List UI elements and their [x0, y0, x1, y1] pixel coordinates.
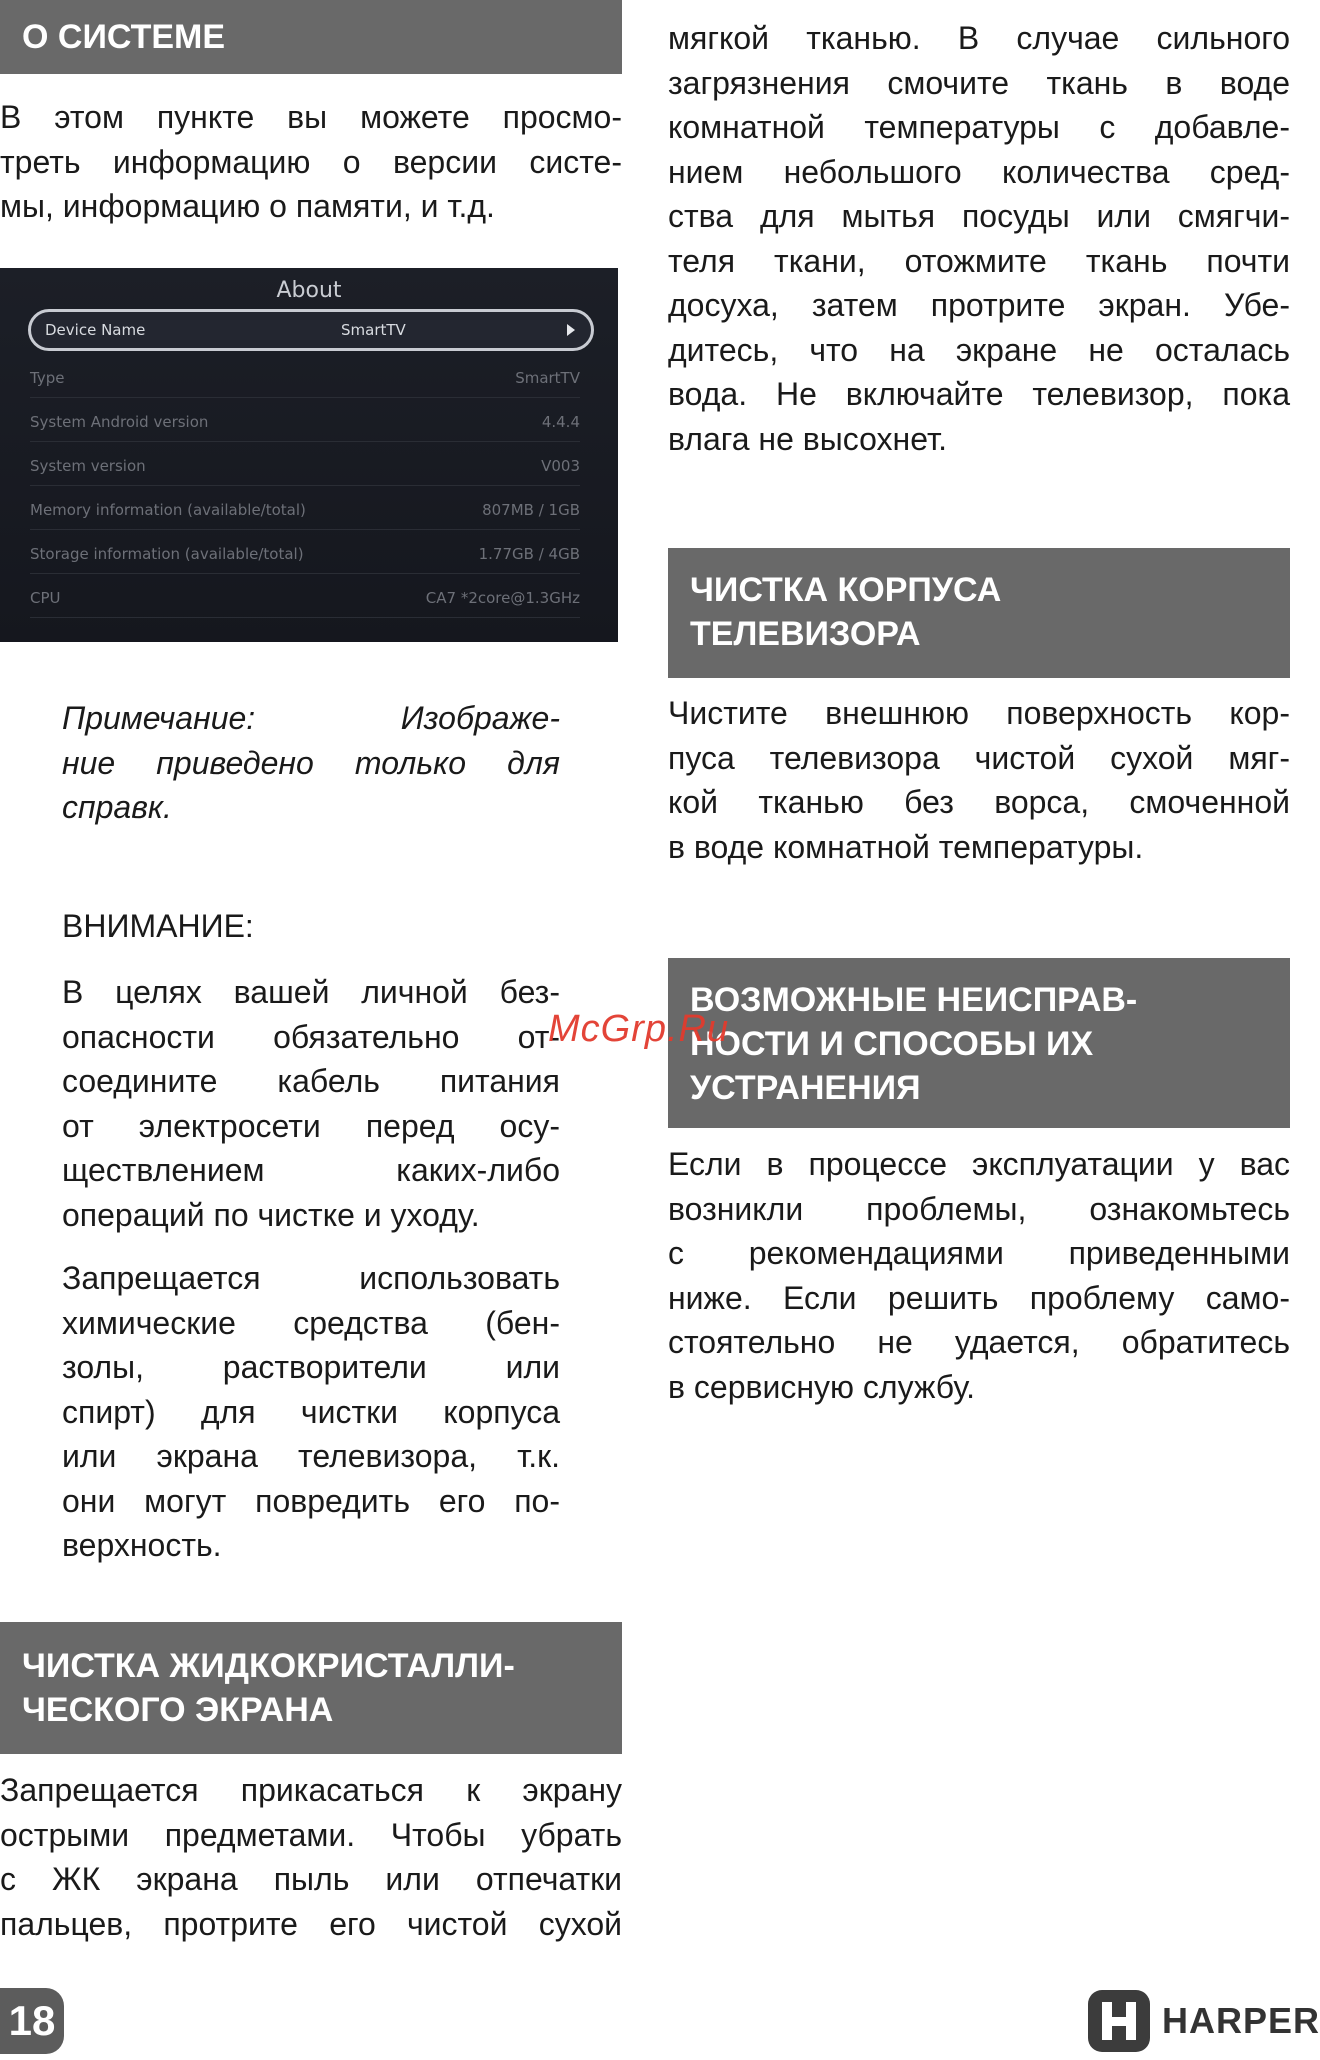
text-line: кой тканью без ворса, смоченной	[668, 784, 1290, 820]
text-line: опасности обязательно от-	[62, 1018, 560, 1055]
about-row-system-version	[30, 446, 580, 486]
section-header-text: УСТРАНЕНИЯ	[690, 1069, 921, 1107]
text-line: Примечание: Изображе-	[62, 700, 560, 736]
about-row-key: System version	[30, 456, 146, 475]
section-header-text: ЧИСТКА ЖИДКОКРИСТАЛЛИ-	[22, 1647, 515, 1685]
about-row-value: 1.77GB / 4GB	[478, 544, 580, 563]
text-line: с ЖК экрана пыль или отпечатки	[0, 1861, 622, 1897]
text-line: Чистите внешнюю поверхность кор-	[668, 695, 1290, 731]
text-line: соедините кабель питания	[62, 1063, 560, 1099]
warning-paragraph-2	[62, 1256, 560, 1568]
play-arrow-icon	[567, 324, 575, 336]
text-line: Если в процессе эксплуатации у вас	[668, 1146, 1290, 1182]
case-cleaning-paragraph	[668, 691, 1290, 869]
text-line: возникли проблемы, ознакомьтесь	[668, 1190, 1290, 1227]
text-line: комнатной температуры с добавле-	[668, 109, 1290, 145]
text-line: влага не высохнет.	[668, 420, 947, 457]
text-line: или экрана телевизора, т.к.	[62, 1438, 560, 1474]
section-header-text: О СИСТЕМЕ	[22, 18, 226, 56]
text-line: вода. Не включайте телевизор, пока	[668, 376, 1290, 412]
text-line: с рекомендациями приведенными	[668, 1235, 1290, 1271]
about-row-value: CA7 *2core@1.3GHz	[425, 588, 580, 607]
lcd-cleaning-continued	[668, 16, 1290, 461]
text-line: ществлением каких-либо	[62, 1152, 560, 1188]
section-header-text: НОСТИ И СПОСОБЫ ИХ	[690, 1025, 1094, 1063]
text-line: Запрещается прикасаться к экрану	[0, 1772, 622, 1808]
lcd-cleaning-paragraph	[0, 1768, 622, 1946]
text-line: химические средства (бен-	[62, 1304, 560, 1341]
about-row-key: Type	[30, 368, 65, 387]
about-row-type	[30, 358, 580, 398]
text-line: верхность.	[62, 1527, 222, 1563]
about-row-value: 807MB / 1GB	[482, 500, 580, 519]
text-line: пальцев, протрите его чистой сухой	[0, 1905, 622, 1942]
text-line: в воде комнатной температуры.	[668, 828, 1144, 865]
text-line: ние приведено только для	[62, 744, 560, 781]
about-row-android-version	[30, 402, 580, 442]
text-line: В целях вашей личной без-	[62, 974, 560, 1010]
about-row-cpu	[30, 578, 580, 618]
section-header-troubleshooting	[668, 958, 1290, 1128]
about-row-key: System Android version	[30, 412, 209, 431]
text-line: Запрещается использовать	[62, 1260, 560, 1296]
text-line: мы, информацию о памяти, и т.д.	[0, 188, 495, 224]
brand-name: HARPER	[1162, 2000, 1320, 2041]
about-row-key: Memory information (available/total)	[30, 500, 306, 519]
text-line: мягкой тканью. В случае сильного	[668, 20, 1290, 56]
troubleshooting-paragraph	[668, 1142, 1290, 1409]
about-screen-image	[0, 268, 618, 642]
text-line: острыми предметами. Чтобы убрать	[0, 1816, 622, 1853]
about-row-key: CPU	[30, 588, 61, 607]
text-line: дитесь, что на экране не осталась	[668, 331, 1290, 368]
text-line: теля ткани, отожмите ткань почти	[668, 242, 1290, 279]
warning-title: ВНИМАНИЕ:	[62, 908, 254, 944]
harper-logo-icon	[1088, 1990, 1150, 2052]
about-row-storage	[30, 534, 580, 574]
warning-paragraph-1	[62, 970, 560, 1237]
text-line: загрязнения смочите ткань в воде	[668, 64, 1290, 101]
image-note	[62, 696, 560, 830]
section-header-about-system	[0, 0, 622, 74]
text-line: ниже. Если решить проблему само-	[668, 1279, 1290, 1316]
section-header-text: ЧИСТКА КОРПУСА	[690, 571, 1002, 609]
section-header-text: ВОЗМОЖНЫЕ НЕИСПРАВ-	[690, 981, 1138, 1019]
text-line: они могут повредить его по-	[62, 1482, 560, 1519]
text-line: пуса телевизора чистой сухой мяг-	[668, 739, 1290, 776]
text-line: стоятельно не удается, обратитесь	[668, 1324, 1290, 1360]
text-line: спирт) для чистки корпуса	[62, 1393, 560, 1430]
about-system-paragraph	[0, 95, 622, 229]
about-row-value: 4.4.4	[541, 412, 580, 431]
text-line: досуха, затем протрите экран. Убе-	[668, 287, 1290, 323]
about-row-value: SmartTV	[515, 368, 580, 387]
about-row-memory	[30, 490, 580, 530]
about-row-device-name	[28, 309, 594, 351]
text-line: ства для мытья посуды или смягчи-	[668, 198, 1290, 234]
section-header-text: ТЕЛЕВИЗОРА	[690, 615, 921, 653]
text-line: В этом пункте вы можете просмо-	[0, 99, 622, 135]
section-header-lcd-cleaning	[0, 1622, 622, 1754]
text-line: операций по чистке и уходу.	[62, 1196, 480, 1233]
about-row-value: V003	[541, 456, 580, 475]
text-line: золы, растворители или	[62, 1349, 560, 1385]
section-header-text: ЧЕСКОГО ЭКРАНА	[22, 1691, 334, 1729]
watermark-text: McGrp.Ru	[548, 1008, 730, 1050]
text-line: нием небольшого количества сред-	[668, 153, 1290, 190]
page-number: 18	[0, 1988, 64, 2054]
text-line: в сервисную службу.	[668, 1368, 976, 1405]
text-line: от электросети перед осу-	[62, 1107, 560, 1144]
text-line: треть информацию о версии систе-	[0, 143, 622, 180]
brand-logo	[1088, 1990, 1320, 2052]
section-header-case-cleaning	[668, 548, 1290, 678]
about-row-key: Storage information (available/total)	[30, 544, 304, 563]
about-screen-title: About	[276, 278, 342, 303]
about-row-value: SmartTV	[341, 321, 406, 339]
text-line: справк.	[62, 789, 172, 825]
about-row-key: Device Name	[45, 321, 146, 339]
